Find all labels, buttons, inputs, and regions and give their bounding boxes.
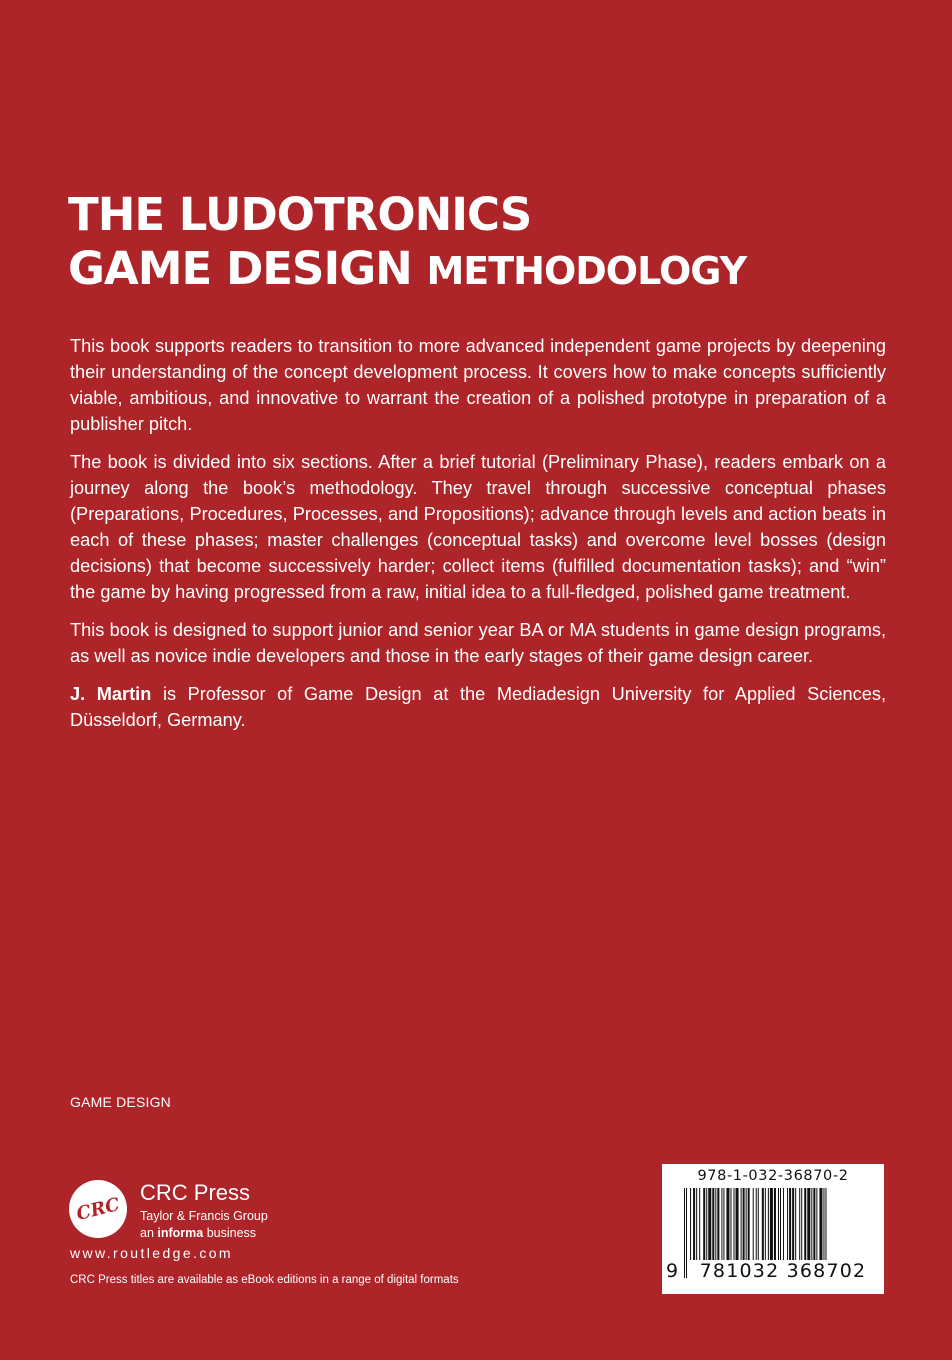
barcode-bar: [792, 1188, 794, 1260]
business-prefix: an: [140, 1226, 158, 1240]
barcode-bar: [778, 1188, 779, 1260]
category-label: GAME DESIGN: [70, 1094, 171, 1110]
barcode-bar: [816, 1188, 817, 1260]
barcode-bar: [780, 1188, 781, 1260]
barcode-bar: [734, 1188, 735, 1260]
barcode-bar: [723, 1188, 724, 1260]
barcode-bar: [708, 1188, 711, 1260]
title-line-2: [68, 242, 746, 298]
barcode-bar: [684, 1188, 685, 1278]
barcode-bar: [804, 1188, 806, 1260]
title-line-2-small: METHODOLOGY: [426, 249, 747, 293]
author-bio: [70, 681, 886, 733]
blurb-paragraph-3: This book is designed to support junior and senior year BA or MA students in game design programs, as well as novice indie developers and those in the early stages of their game design career.: [70, 620, 886, 666]
barcode-bar: [690, 1188, 691, 1260]
barcode-bar: [795, 1188, 796, 1260]
barcode-bar: [721, 1188, 722, 1260]
isbn-digits: 781032 368702: [688, 1260, 878, 1282]
author-bio-text: is Professor of Game Design at the Mediadesign University for Applied Sciences, Düsseldorf, Germany.: [70, 684, 886, 730]
isbn-text-top: 978-1-032-36870-2: [697, 1168, 849, 1184]
barcode-bar: [748, 1188, 750, 1260]
author-name: J. Martin: [70, 684, 152, 704]
logo-text: CRC: [74, 1194, 122, 1225]
publisher-block: [66, 1175, 396, 1265]
publisher-name: CRC Press: [140, 1180, 251, 1205]
crc-press-logo-icon: [68, 1179, 128, 1239]
barcode-bar: [787, 1188, 788, 1260]
barcode-bar: [819, 1188, 822, 1260]
barcode-bar: [712, 1188, 714, 1260]
barcode-bar: [783, 1188, 784, 1260]
barcode-bar: [801, 1188, 802, 1260]
business-suffix: business: [203, 1226, 257, 1240]
title-line-1: THE LUDOTRONICS: [68, 188, 532, 241]
barcode-bar: [765, 1188, 766, 1260]
publisher-group: Taylor & Francis Group: [140, 1209, 268, 1223]
barcode-bar: [774, 1188, 776, 1260]
publisher-url: www.routledge.com: [70, 1245, 233, 1261]
barcode-bar: [699, 1188, 700, 1260]
barcode-bar: [726, 1188, 729, 1260]
business-bold: informa: [157, 1226, 204, 1240]
barcode-bar: [686, 1188, 687, 1278]
barcode-bar: [741, 1188, 742, 1260]
barcode-bar: [770, 1188, 773, 1260]
barcode-bar: [693, 1188, 695, 1260]
barcode-bar: [736, 1188, 739, 1260]
barcode-bar: [799, 1188, 800, 1260]
ebook-note: CRC Press titles are available as eBook editions in a range of digital formats: [70, 1274, 459, 1286]
barcode-bar: [696, 1188, 697, 1260]
isbn-barcode: [662, 1164, 884, 1294]
barcode-bar: [762, 1188, 764, 1260]
barcode-bar: [807, 1188, 810, 1260]
barcode-bar: [746, 1188, 747, 1260]
isbn-first-digit: 9: [666, 1260, 679, 1282]
barcode-bar: [703, 1188, 705, 1260]
barcode-bar: [717, 1188, 719, 1260]
barcode-bar: [730, 1188, 731, 1260]
barcode-bar: [706, 1188, 707, 1260]
barcode-bar: [715, 1188, 716, 1260]
barcode-bar: [743, 1188, 745, 1260]
blurb-paragraph-2: The book is divided into six sections. After a brief tutorial (Preliminary Phase), readers embark on a journey along the book’s methodology. They travel through successive conceptual phases (Preparations, Procedures, Processes, and Propositions); advance through levels and action beats in each of these phases; master challenges (conceptual tasks) and overcome level bosses (design decisions) that become successively harder; collect items (fulfilled documentation tasks); and “win” the game by having progressed from a raw, initial idea to a full-fledged, polished game treatment.: [70, 452, 886, 602]
barcode-bar: [753, 1188, 754, 1260]
book-title: [68, 188, 746, 298]
barcode-bar: [789, 1188, 791, 1260]
publisher-business-line: [140, 1225, 256, 1241]
title-line-2-main: GAME DESIGN: [68, 242, 412, 295]
blurb-paragraph-1: This book supports readers to transition to more advanced independent game projects by deepening their understanding of the concept development process. It covers how to make concepts sufficiently viable, ambitious, and innovative to warrant the creation of a polished prototype in preparation of a publisher pitch.: [70, 336, 886, 434]
barcode-bar: [768, 1188, 769, 1260]
barcode-bar: [811, 1188, 812, 1260]
back-cover-blurb: [70, 333, 886, 745]
barcode-bar: [813, 1188, 815, 1260]
